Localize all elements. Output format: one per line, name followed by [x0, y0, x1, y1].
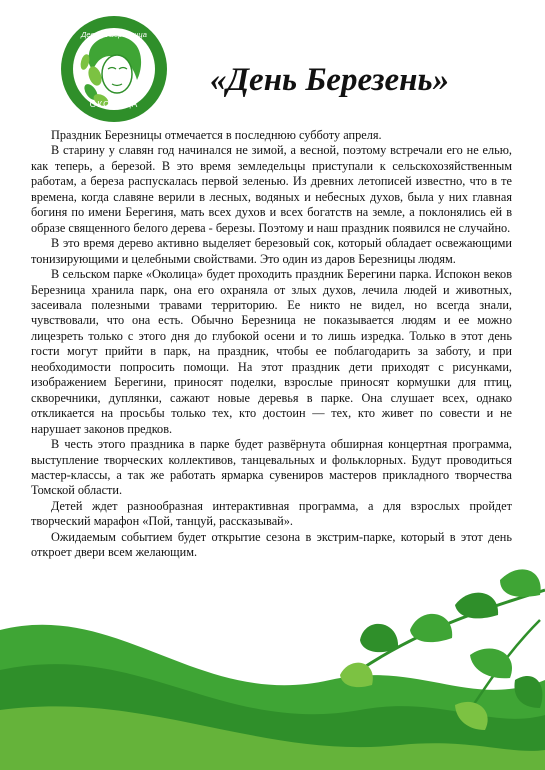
page-title: «День Березень»	[210, 62, 450, 98]
okolitsa-logo	[59, 14, 169, 124]
paragraph-intro: Праздник Березницы отмечается в последнюю субботу апреля.	[51, 128, 382, 142]
paragraph-history: В старину у славян год начинался не зимой, а весной, поэтому встречали его не елью, как теперь, а березой. В это время земледельцы приступали к сельскохозяйственным работам, а береза распускалась первой зеленью. Из древних летописей известно, что в те времена, когда славяне верили в лесных, водяных и небесных духов, была у них главная богиня по имени Берегиня, мать всех духов и всех богатств на земле, а поклонялись ей в образе священного белого дерева - березы. Поэтому и наш праздник появился не случайно.	[31, 143, 512, 235]
paragraph-sap: В это время дерево активно выделяет березовый сок, который обладает освежающими тонизирующими и целебными свойствами. Это один из даров Березницы людям.	[31, 236, 512, 266]
birch-leaves-decoration	[0, 560, 545, 770]
article-body	[31, 128, 512, 561]
logo-top-text: Девица Березница	[81, 30, 147, 39]
paragraph-park: В сельском парке «Околица» будет проходить праздник Берегини парка. Испокон веков Березница хранила парк, она его охраняла от злых духов, лечила людей и животных, засеивала полезными травами территорию. Ее никто не видел, но всегда знали, чувствовали, что она есть. Обычно Березница не показывается людям и ее можно лицезреть только с этого дня до глубокой осени и то лишь изредка. Только в этот день гости могут прийти в парк, на праздник, чтобы ее поблагодарить за заботу, и при необходимости попросить помощи. На этот праздник дети приходят с рисунками, изображением Берегини, приносят поделки, взрослые приносят кормушки для птиц, скворечники, дуплянки, сажают новые деревья в парке. Она слушает всех, однако откликается на просьбы только тех, кто достоин — тех, кто живет по совести и не нарушает законов предков.	[31, 267, 512, 436]
paragraph-children: Детей ждет разнообразная интерактивная программа, а для взрослых пройдет творческий марафон «Пой, танцуй, рассказывай».	[31, 498, 512, 529]
paragraph-extreme-park: Ожидаемым событием будет открытие сезона в экстрим-парке, который в этот день откроет двери всем желающим.	[31, 529, 512, 560]
paragraph-program: В честь этого праздника в парке будет развёрнута обширная концертная программа, выступление творческих коллективов, танцевальных и фольклорных. Будут проводиться мастер-классы, а так же работать ярмарка сувениров мастеров прикладного творчества Томской области.	[31, 437, 512, 498]
logo-bottom-text: ОКОЛИЦА	[89, 99, 139, 109]
